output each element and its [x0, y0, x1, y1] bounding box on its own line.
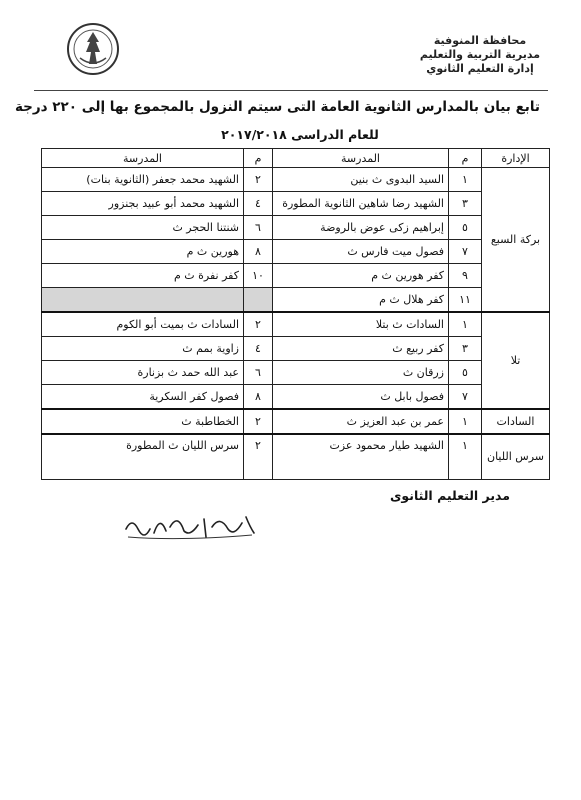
row-number-2: ٢	[244, 434, 273, 480]
school-name-2: فصول كفر السكرية	[42, 385, 244, 410]
header-admin: الإدارة	[482, 149, 550, 168]
row-number-2: ٢	[244, 312, 273, 337]
school-name-2: السادات ث بميت أبو الكوم	[42, 312, 244, 337]
table-row	[42, 192, 550, 216]
empty-cell	[42, 288, 244, 313]
row-number: ١	[449, 312, 482, 337]
document-subtitle: للعام الدراسى ٢٠١٧/٢٠١٨	[221, 127, 379, 142]
school-name: الشهيد رضا شاهين الثانوية المطورة	[273, 192, 449, 216]
letterhead-department: إدارة التعليم الثانوي	[426, 62, 534, 75]
row-number-2: ٤	[244, 337, 273, 361]
table-row	[42, 216, 550, 240]
table-row	[42, 337, 550, 361]
row-number-2: ٤	[244, 192, 273, 216]
row-number: ١١	[449, 288, 482, 313]
school-name: فصول ميت فارس ث	[273, 240, 449, 264]
school-name-2: سرس الليان ث المطورة	[42, 434, 244, 480]
letterhead	[400, 34, 560, 76]
row-number: ٧	[449, 240, 482, 264]
table-row	[42, 409, 550, 434]
signer-title: مدير التعليم الثانوى	[389, 488, 510, 503]
row-number: ١	[449, 434, 482, 480]
admin-cell: تلا	[482, 312, 550, 409]
admin-cell: بركة السبع	[482, 168, 550, 313]
school-name-2: الخطاطبة ث	[42, 409, 244, 434]
school-name: كفر هورين ث م	[273, 264, 449, 288]
row-number: ٣	[449, 337, 482, 361]
school-name-2: الشهيد محمد أبو عبيد بجنزور	[42, 192, 244, 216]
row-number: ٥	[449, 216, 482, 240]
table-row	[42, 385, 550, 410]
letterhead-directorate: مديرية التربية والتعليم	[419, 48, 541, 61]
row-number: ٥	[449, 361, 482, 385]
school-name-2: زاوية بمم ث	[42, 337, 244, 361]
row-number-2: ٦	[244, 216, 273, 240]
row-number-2: ٨	[244, 385, 273, 410]
table-row	[42, 264, 550, 288]
header-num-2: م	[244, 149, 273, 168]
row-number: ٩	[449, 264, 482, 288]
row-number-2: ١٠	[244, 264, 273, 288]
admin-cell: السادات	[482, 409, 550, 434]
table-row	[42, 312, 550, 337]
row-number: ٣	[449, 192, 482, 216]
school-name: عمر بن عبد العزيز ث	[273, 409, 449, 434]
school-name: الشهيد طيار محمود عزت	[273, 434, 449, 480]
row-number: ١	[449, 409, 482, 434]
school-name-2: هورين ث م	[42, 240, 244, 264]
school-name: كفر ربيع ث	[273, 337, 449, 361]
header-divider	[34, 90, 548, 91]
header-num: م	[449, 149, 482, 168]
row-number-2: ٢	[244, 168, 273, 192]
admin-cell: سرس الليان	[482, 434, 550, 480]
school-name: إبراهيم زكى عوض بالروضة	[273, 216, 449, 240]
table-header-row	[42, 149, 550, 168]
table-row	[42, 288, 550, 313]
school-name: فصول بابل ث	[273, 385, 449, 410]
school-name: السيد البدوى ث بنين	[273, 168, 449, 192]
handwritten-signature	[120, 507, 260, 543]
school-name-2: كفر نفرة ث م	[42, 264, 244, 288]
school-name: كفر هلال ث م	[273, 288, 449, 313]
schools-table	[41, 148, 550, 480]
row-number-2: ٦	[244, 361, 273, 385]
table-row	[42, 168, 550, 192]
document-title: تابع بيان بالمدارس الثانوية العامة التى سيتم النزول بالمجموع بها إلى ٢٢٠ درجة	[14, 99, 540, 115]
header-school: المدرسة	[273, 149, 449, 168]
table-row	[42, 361, 550, 385]
school-name-2: عبد الله حمد ث بزنارة	[42, 361, 244, 385]
table-row	[42, 240, 550, 264]
row-number: ١	[449, 168, 482, 192]
school-name-2: الشهيد محمد جعفر (الثانوية بنات)	[42, 168, 244, 192]
school-name: السادات ث بتلا	[273, 312, 449, 337]
school-name: زرقان ث	[273, 361, 449, 385]
row-number-2: ٢	[244, 409, 273, 434]
governorate-seal-logo	[66, 22, 120, 76]
letterhead-governorate: محافظة المنوفية	[433, 34, 527, 47]
table-row	[42, 434, 550, 480]
empty-cell	[244, 288, 273, 313]
row-number-2: ٨	[244, 240, 273, 264]
school-name-2: شنتنا الحجر ث	[42, 216, 244, 240]
header-school-2: المدرسة	[42, 149, 244, 168]
row-number: ٧	[449, 385, 482, 410]
